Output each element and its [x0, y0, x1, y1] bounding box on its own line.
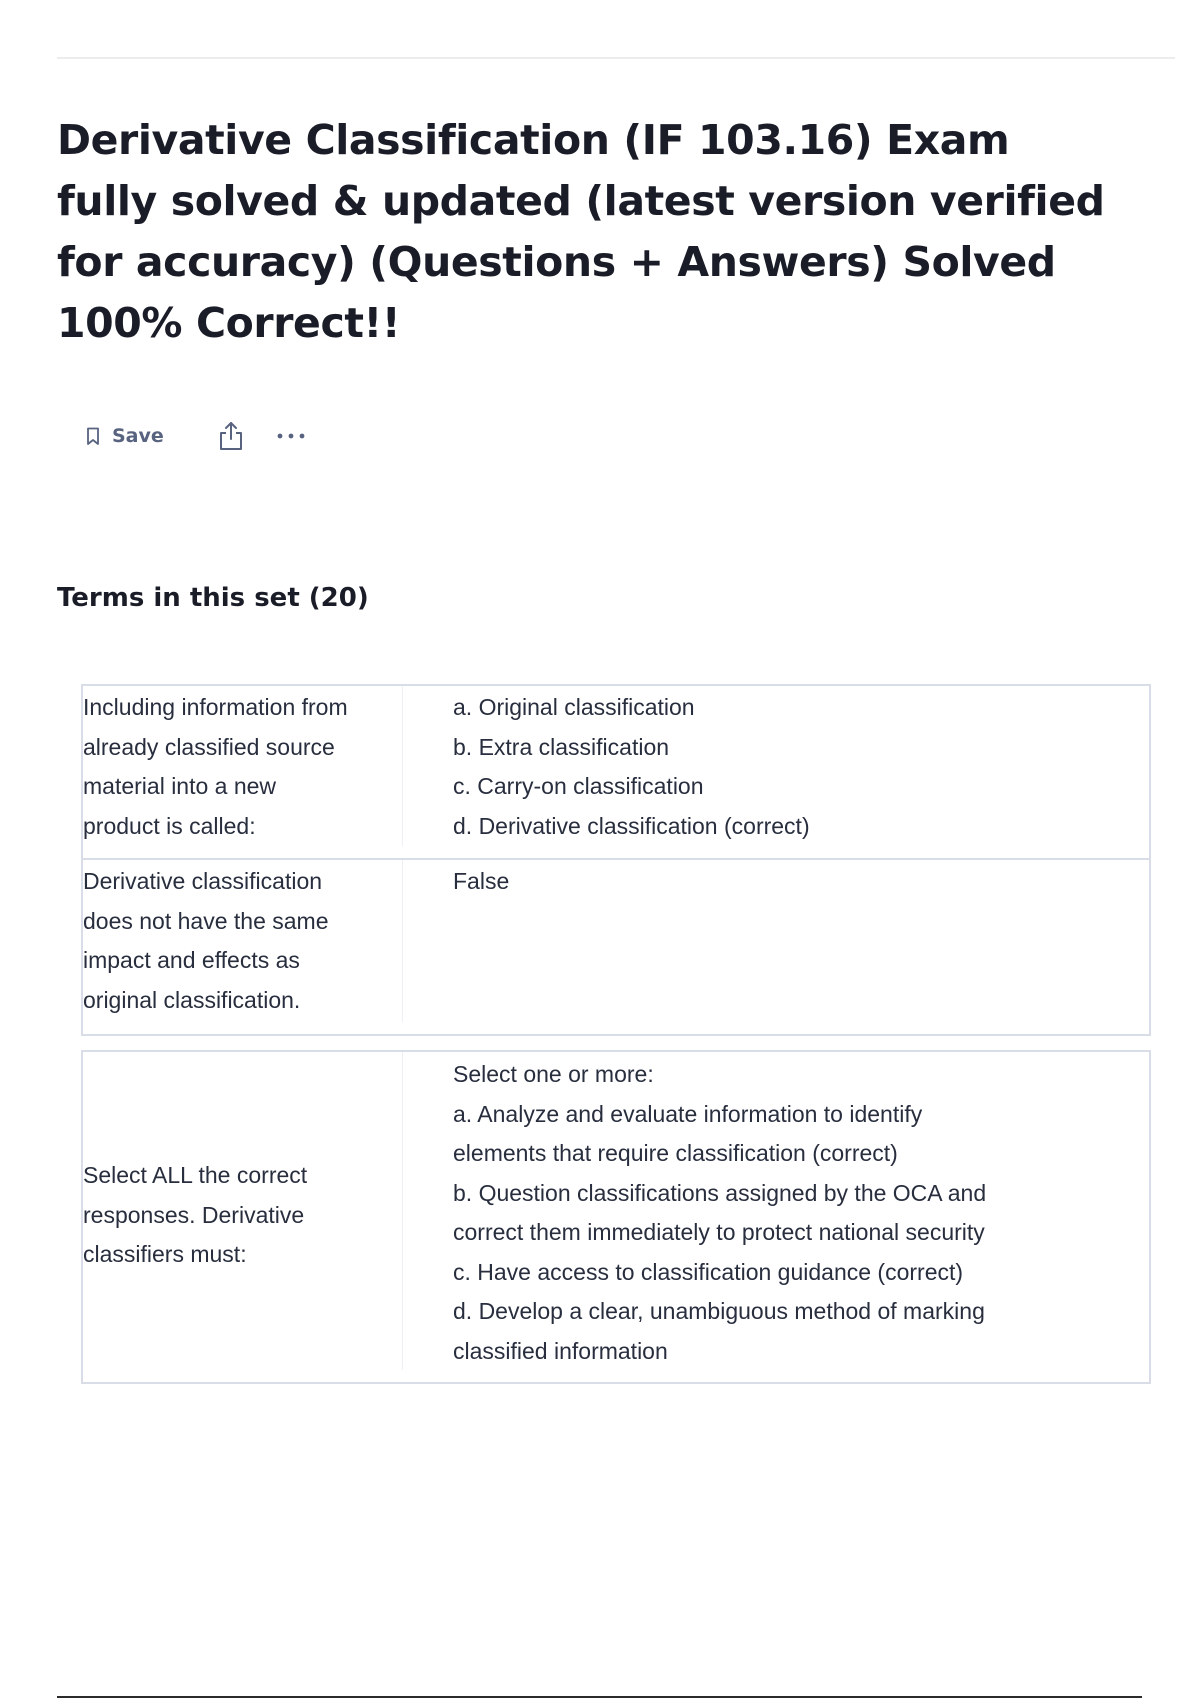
card-column-divider	[402, 686, 403, 846]
footer-divider	[57, 1696, 1142, 1698]
action-toolbar	[86, 418, 306, 454]
definition-line: classified information	[453, 1337, 668, 1364]
term-text: Select ALL the correct responses. Derivative classifiers must:	[83, 1162, 308, 1267]
definition-line: c. Have access to classification guidance (correct)	[453, 1258, 964, 1285]
term-text: Including information from already classified source material into a new product is called:	[83, 694, 348, 839]
page-title: Derivative Classification (IF 103.16) Exam fully solved & updated (latest version verified for accuracy) (Questions + Answers) Solved 100% Correct!!	[57, 116, 1105, 347]
card-column-divider	[402, 860, 403, 1022]
save-button-label: Save	[112, 425, 164, 447]
definition-line: d. Develop a clear, unambiguous method of marking	[453, 1298, 985, 1324]
definition-line: a. Analyze and evaluate information to identify	[453, 1100, 923, 1127]
definition-line: b. Question classifications assigned by the OCA and	[453, 1179, 987, 1206]
term-card	[81, 684, 1151, 860]
definition-line: elements that require classification (correct)	[453, 1140, 898, 1166]
share-button[interactable]	[218, 421, 244, 451]
term-card	[81, 858, 1151, 1036]
definition-text	[453, 688, 1113, 846]
header-divider	[57, 57, 1175, 59]
definition-text	[453, 862, 1113, 902]
definition-line: c. Carry-on classification	[453, 773, 704, 799]
more-options-button[interactable]	[276, 432, 306, 440]
share-icon	[218, 421, 244, 451]
save-button[interactable]	[86, 425, 164, 447]
definition-line: False	[453, 868, 510, 894]
term-text: Derivative classification does not have the same impact and effects as original classification.	[83, 868, 329, 1013]
definition-line: d. Derivative classification (correct)	[453, 812, 810, 839]
bookmark-icon	[86, 427, 100, 446]
term-card	[81, 1050, 1151, 1384]
definition-text	[453, 1055, 1113, 1371]
card-column-divider	[402, 1052, 403, 1370]
definition-line: a. Original classification	[453, 694, 695, 720]
more-options-icon	[276, 432, 306, 440]
definition-line: Select one or more:	[453, 1061, 654, 1087]
definition-line: correct them immediately to protect national security	[453, 1219, 985, 1245]
terms-heading: Terms in this set (20)	[57, 583, 369, 613]
definition-line: b. Extra classification	[453, 733, 670, 760]
